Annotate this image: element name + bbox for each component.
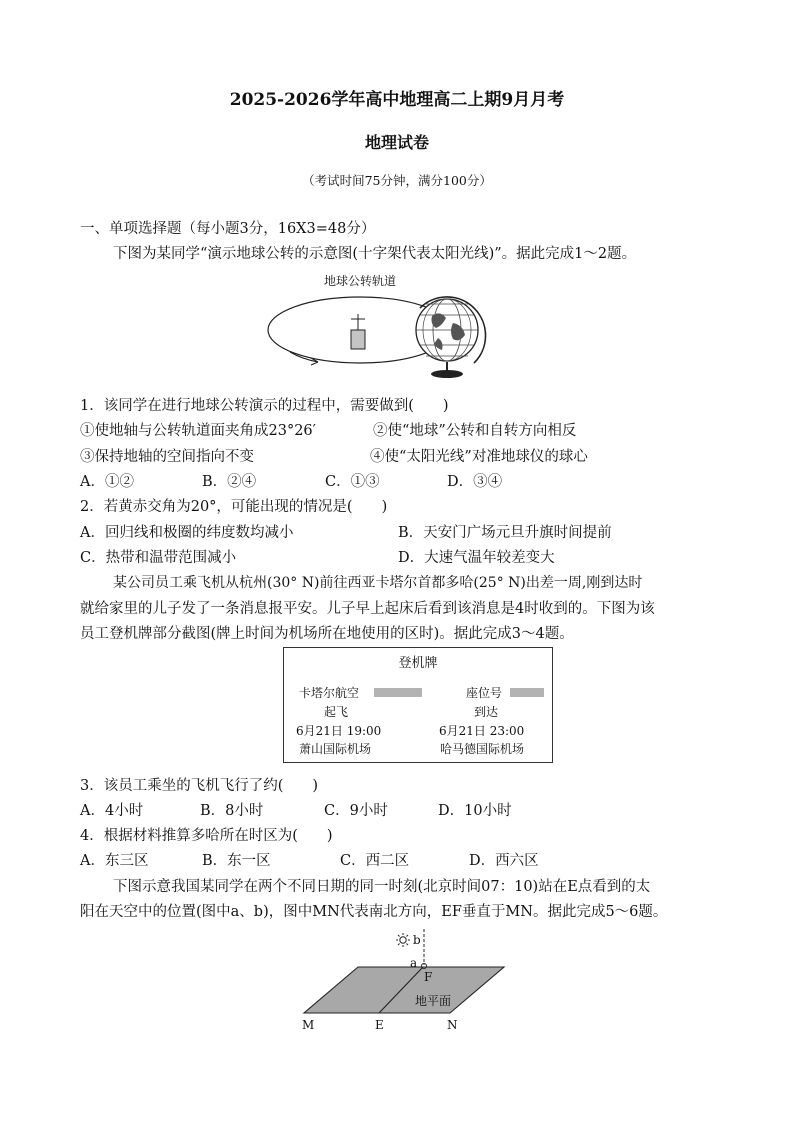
arrive-time: 6月21日 23:00 [439, 724, 525, 738]
airline-name: 卡塔尔航空 [299, 686, 360, 700]
material2-line3: 员工登机牌部分截图(牌上时间为机场所在地使用的区时)。据此完成3～4题。 [80, 626, 574, 642]
material2-line2: 就给家里的儿子发了一条消息报平安。儿子早上起床后看到该消息是4时收到的。下图为该 [80, 601, 655, 617]
material2-line1: 某公司员工乘飞机从杭州(30° N)前往西亚卡塔尔首都多哈(25° N)出差一周,刚到达时 [113, 575, 643, 591]
section-heading: 一、单项选择题（每小题3分，16X3=48分） [80, 221, 376, 237]
q4-stem: 4．根据材料推算多哈所在时区为( ) [80, 828, 333, 844]
q2-option-c[interactable]: C．热带和温带范围减小 [80, 550, 237, 566]
depart-airport: 萧山国际机场 [299, 742, 372, 756]
orbit-label: 地球公转轨道 [324, 274, 397, 288]
q1-option-b[interactable]: B．②④ [202, 474, 257, 490]
arrive-airport: 哈马德国际机场 [440, 742, 525, 756]
q3-option-d[interactable]: D．10小时 [438, 803, 512, 819]
depart-time: 6月21日 19:00 [296, 724, 382, 738]
boarding-pass [283, 647, 553, 763]
seat-label: 座位号 [466, 686, 503, 700]
q2-option-b[interactable]: B．天安门广场元旦升旗时间提前 [398, 525, 612, 541]
sunlight-cross-icon [351, 314, 365, 349]
q1-statement-4: ④使“太阳光线”对准地球仪的球心 [370, 449, 588, 465]
q1-statement-1: ①使地轴与公转轨道面夹角成23°26′ [80, 423, 316, 439]
q4-option-a[interactable]: A．东三区 [80, 853, 149, 869]
q1-stem: 1．该同学在进行地球公转演示的过程中，需要做到( ) [80, 398, 449, 414]
intro-q1-2: 下图为某同学“演示地球公转的示意图(十字架代表太阳光线)”。据此完成1～2题。 [113, 246, 637, 262]
redacted-flight-bar [374, 688, 422, 697]
label-b: b [413, 933, 421, 947]
label-plane: 地平面 [415, 994, 452, 1008]
ground-plane [304, 967, 504, 1013]
depart-label: 起飞 [324, 705, 349, 719]
q2-stem: 2．若黄赤交角为20°，可能出现的情况是( ) [80, 499, 388, 515]
material3-line1: 下图示意我国某同学在两个不同日期的同一时刻(北京时间07：10)站在E点看到的太 [113, 879, 651, 895]
label-n: N [447, 1018, 458, 1032]
q3-option-c[interactable]: C．9小时 [324, 803, 388, 819]
arrive-label: 到达 [474, 705, 499, 719]
sun-icon [396, 933, 410, 947]
q3-option-b[interactable]: B．8小时 [200, 803, 264, 819]
label-a: a [410, 956, 418, 970]
q1-option-d[interactable]: D．③④ [447, 474, 503, 490]
redacted-seat-bar [510, 688, 544, 697]
boarding-pass-title: 登机牌 [398, 656, 438, 671]
exam-title: 2025-2026学年高中地理高二上期9月月考 [229, 90, 565, 110]
label-f: F [424, 970, 433, 984]
q4-option-d[interactable]: D．西六区 [469, 853, 539, 869]
q1-option-a[interactable]: A．①② [80, 474, 134, 490]
globe-icon [416, 297, 486, 378]
q4-option-b[interactable]: B．东一区 [202, 853, 271, 869]
q2-option-d[interactable]: D．大速气温年较差变大 [398, 550, 555, 566]
q4-option-c[interactable]: C．西二区 [340, 853, 410, 869]
q3-option-a[interactable]: A．4小时 [80, 803, 144, 819]
material3-line2: 阳在天空中的位置(图中a、b)，图中MN代表南北方向，EF垂直于MN。据此完成5～6题。 [80, 904, 668, 920]
q1-option-c[interactable]: C．①③ [325, 474, 380, 490]
exam-subtitle: 地理试卷 [364, 133, 429, 152]
q1-statement-2: ②使“地球”公转和自转方向相反 [373, 423, 577, 439]
orbit-demo-figure [260, 268, 490, 380]
q2-option-a[interactable]: A．回归线和极圈的纬度数均减小 [80, 525, 294, 541]
exam-time-note: （考试时间75分钟，满分100分） [302, 173, 492, 188]
sun-position-figure [290, 925, 520, 1035]
q3-stem: 3．该员工乘坐的飞机飞行了约( ) [80, 778, 319, 794]
label-m: M [302, 1018, 315, 1032]
label-e: E [375, 1018, 384, 1032]
q1-statement-3: ③保持地轴的空间指向不变 [80, 449, 254, 465]
